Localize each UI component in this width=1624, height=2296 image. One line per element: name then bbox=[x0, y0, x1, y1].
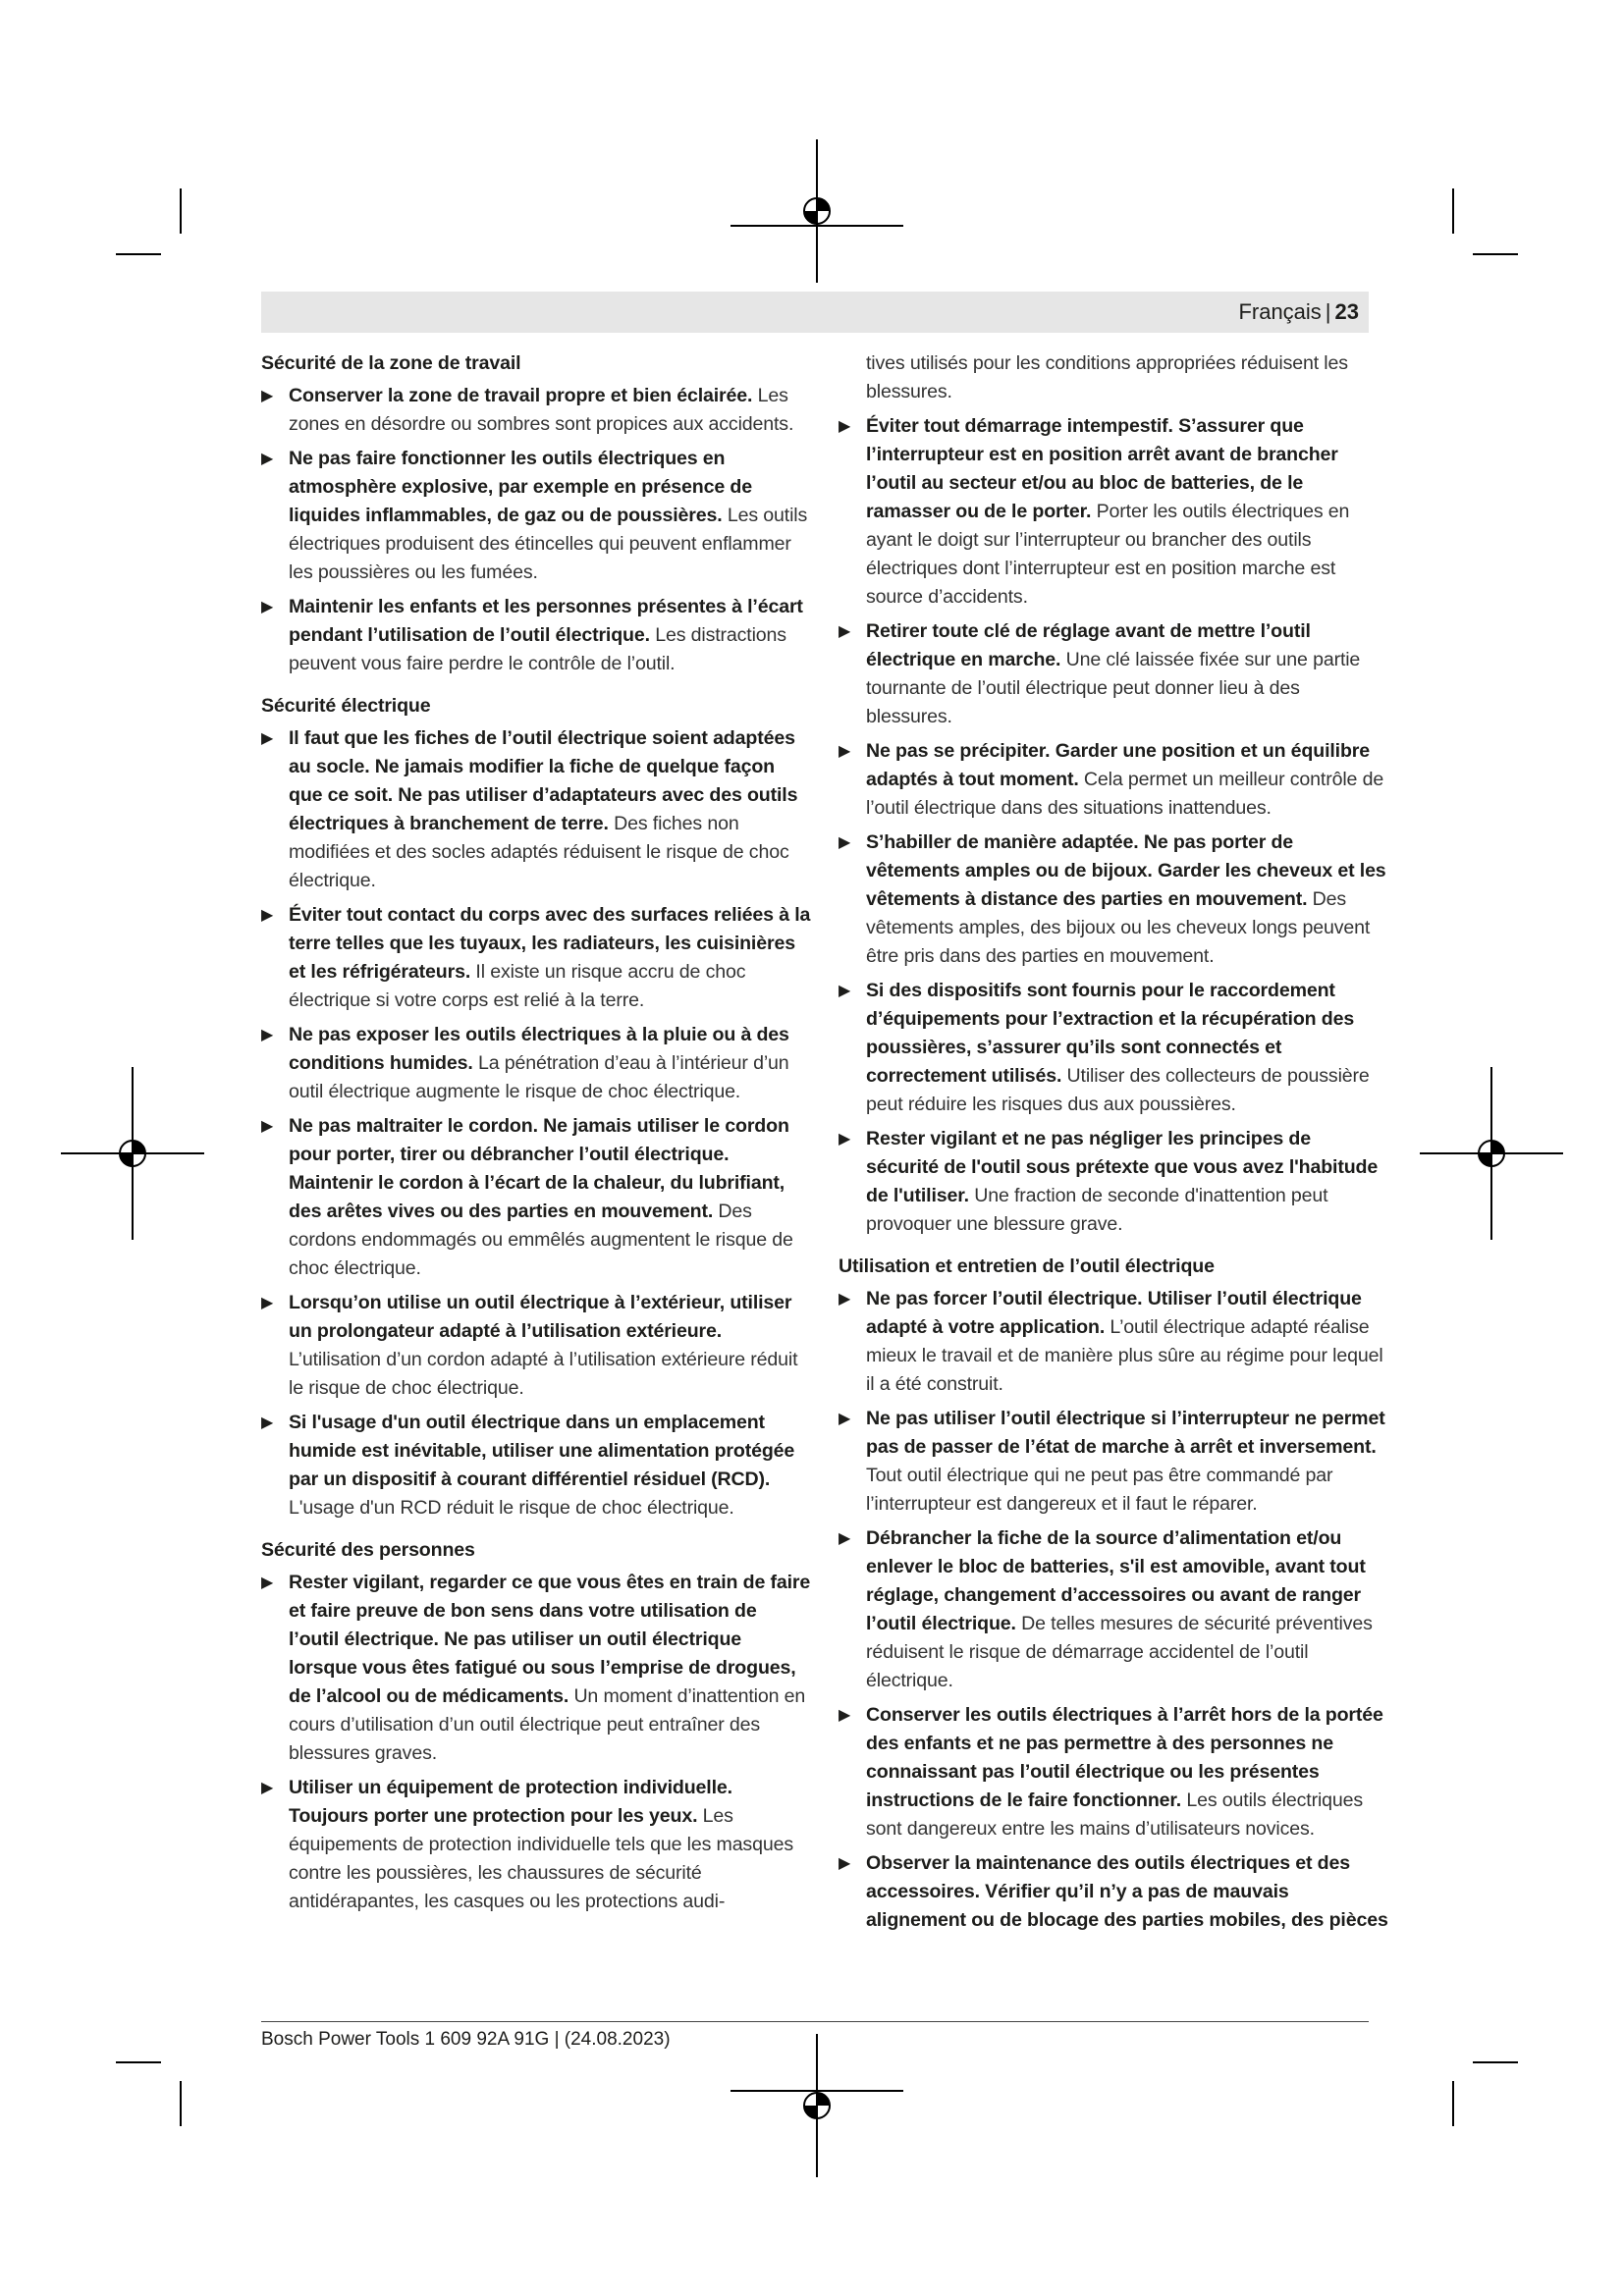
crop-mark-top-right-horizontal bbox=[1473, 253, 1518, 255]
list-item bbox=[839, 1405, 1388, 1519]
item-text: De telles mesures de sécurité préventives réduisent le risque de démarrage accidentel de l’outil électrique. bbox=[866, 1613, 1373, 1691]
list-item bbox=[839, 1524, 1388, 1695]
item-bold-text: Conserver la zone de travail propre et bien éclairée. bbox=[289, 385, 753, 406]
bullet-icon: ▶ bbox=[261, 1780, 274, 1796]
list-item bbox=[261, 1569, 811, 1768]
item-text: Cela permet un meilleur contrôle de l’outil électrique dans des situations inattendues. bbox=[866, 769, 1384, 819]
list-item bbox=[261, 1774, 811, 1916]
list-item bbox=[261, 445, 811, 587]
bullet-icon: ▶ bbox=[839, 743, 851, 760]
item-bold-text: Il faut que les fiches de l’outil électrique soient adaptées au socle. Ne jamais modifier la fiche de quelque façon que ce soit. Ne pas utiliser d’adaptateurs avec des outils électriques à branchement de terre. bbox=[289, 727, 798, 834]
bullet-icon: ▶ bbox=[261, 1295, 274, 1311]
list-personal bbox=[261, 1569, 811, 1916]
item-text: L’outil électrique adapté réalise mieux le travail et de manière plus sûre au régime pour lequel il a été construit. bbox=[866, 1316, 1383, 1395]
item-text: L'usage d'un RCD réduit le risque de choc électrique. bbox=[289, 1497, 734, 1519]
crop-mark-bottom-left-horizontal bbox=[116, 2061, 161, 2063]
page-number: 23 bbox=[1334, 299, 1359, 324]
bullet-icon: ▶ bbox=[839, 1411, 851, 1427]
bullet-icon: ▶ bbox=[261, 1575, 274, 1591]
item-text: Une clé laissée fixée sur une partie tournante de l’outil électrique peut donner lieu à des blessures. bbox=[866, 649, 1361, 727]
header-separator: | bbox=[1325, 299, 1331, 324]
left-column bbox=[261, 349, 811, 1922]
item-text: Une fraction de seconde d'inattention peut provoquer une blessure grave. bbox=[866, 1185, 1328, 1235]
item-bold-text: Si l'usage d'un outil électrique dans un emplacement humide est inévitable, utiliser une alimentation protégée par un dispositif à courant différentiel résiduel (RCD). bbox=[289, 1412, 795, 1490]
list-item bbox=[839, 1125, 1388, 1239]
list-personal-continued bbox=[839, 412, 1388, 1239]
item-bold-text: Éviter tout contact du corps avec des surfaces reliées à la terre telles que les tuyaux, les radiateurs, les cuisinières et les réfrigérateurs. bbox=[289, 904, 811, 983]
crop-mark-top-right-vertical bbox=[1452, 188, 1454, 234]
item-bold-text: Ne pas exposer les outils électriques à la pluie ou à des conditions humides. bbox=[289, 1024, 789, 1074]
item-text: Des fiches non modifiées et des socles adaptés réduisent le risque de choc électrique. bbox=[289, 813, 789, 891]
header-language: Français bbox=[1238, 299, 1322, 324]
list-item bbox=[839, 1701, 1388, 1843]
page-header bbox=[261, 292, 1369, 333]
registration-mark-bottom bbox=[729, 2032, 905, 2179]
bullet-icon: ▶ bbox=[839, 983, 851, 999]
item-text: La pénétration d’eau à l’intérieur d’un outil électrique augmente le risque de choc électrique. bbox=[289, 1052, 789, 1102]
list-item bbox=[261, 901, 811, 1015]
header-text bbox=[1238, 292, 1369, 333]
list-work-area bbox=[261, 382, 811, 678]
registration-mark-left bbox=[59, 1065, 206, 1242]
item-bold-text: Rester vigilant, regarder ce que vous êtes en train de faire et faire preuve de bon sens dans votre utilisation de l’outil électrique. Ne pas utiliser un outil électrique lorsque vous êtes fatigué ou sous l’emprise de drogues, de l’alcool ou de médicaments. bbox=[289, 1572, 811, 1707]
item-bold-text: S’habiller de manière adaptée. Ne pas porter de vêtements amples ou de bijoux. Garder les cheveux et les vêtements à distance des parties en mouvement. bbox=[866, 831, 1386, 910]
item-text: Porter les outils électriques en ayant le doigt sur l’interrupteur ou brancher des outils électriques dont l’interrupteur est en position marche est source d’accidents. bbox=[866, 501, 1350, 608]
list-item bbox=[261, 724, 811, 895]
list-item bbox=[261, 1112, 811, 1283]
item-text: Les outils électriques produisent des étincelles qui peuvent enflammer les poussières ou les fumées. bbox=[289, 505, 808, 583]
item-bold-text: Rester vigilant et ne pas négliger les principes de sécurité de l'outil sous prétexte que vous avez l'habitude de l'utiliser. bbox=[866, 1128, 1379, 1206]
item-text: Un moment d’inattention en cours d’utilisation d’un outil électrique peut entraîner des blessures graves. bbox=[289, 1685, 806, 1764]
continued-text: tives utilisés pour les conditions appropriées réduisent les blessures. bbox=[866, 352, 1348, 402]
bullet-icon: ▶ bbox=[261, 388, 274, 404]
item-text: Les distractions peuvent vous faire perdre le contrôle de l’outil. bbox=[289, 624, 786, 674]
item-text: L’utilisation d’un cordon adapté à l’utilisation extérieure réduit le risque de choc électrique. bbox=[289, 1349, 798, 1399]
item-bold-text: Observer la maintenance des outils électriques et des accessoires. Vérifier qu’il n’y a pas de mauvais alignement ou de blocage des parties mobiles, des pièces bbox=[866, 1852, 1388, 1931]
crop-mark-bottom-right-vertical bbox=[1452, 2081, 1454, 2126]
list-item bbox=[839, 412, 1388, 612]
item-text: Les équipements de protection individuelle tels que les masques contre les poussières, les chaussures de sécurité antidérapantes, les casques ou les protections audi- bbox=[289, 1805, 793, 1912]
bullet-icon: ▶ bbox=[839, 1855, 851, 1872]
list-item bbox=[839, 828, 1388, 971]
crop-mark-bottom-right-horizontal bbox=[1473, 2061, 1518, 2063]
item-bold-text: Ne pas maltraiter le cordon. Ne jamais utiliser le cordon pour porter, tirer ou débrancher l’outil électrique. Maintenir le cordon à l’écart de la chaleur, du lubrifiant, des arêtes vives ou des parties en mouvement. bbox=[289, 1115, 789, 1222]
bullet-icon: ▶ bbox=[261, 907, 274, 924]
registration-mark-top bbox=[729, 137, 905, 285]
section-heading-work-area: Sécurité de la zone de travail bbox=[261, 352, 521, 374]
item-bold-text: Ne pas utiliser l’outil électrique si l’interrupteur ne permet pas de passer de l’état de marche à arrêt et inversement. bbox=[866, 1408, 1385, 1458]
crop-mark-bottom-left-vertical bbox=[180, 2081, 182, 2126]
list-item bbox=[839, 1285, 1388, 1399]
item-text: Les zones en désordre ou sombres sont propices aux accidents. bbox=[289, 385, 794, 435]
list-item bbox=[261, 1289, 811, 1403]
item-text: Il existe un risque accru de choc électrique si votre corps est relié à la terre. bbox=[289, 961, 746, 1011]
item-bold-text: Si des dispositifs sont fournis pour le raccordement d’équipements pour l’extraction et la récupération des poussières, s’assurer qu’ils sont connectés et correctement utilisés. bbox=[866, 980, 1355, 1087]
item-bold-text: Conserver les outils électriques à l’arrêt hors de la portée des enfants et ne pas permettre à des personnes ne connaissant pas l’outil électrique ou les présentes instructions de le faire fonctionner. bbox=[866, 1704, 1383, 1811]
list-tool-use bbox=[839, 1285, 1388, 1935]
item-text: Des vêtements amples, des bijoux ou les cheveux longs peuvent être pris dans des parties en mouvement. bbox=[866, 888, 1371, 967]
item-bold-text: Ne pas faire fonctionner les outils électriques en atmosphère explosive, par exemple en présence de liquides inflammables, de gaz ou de poussières. bbox=[289, 448, 752, 526]
bullet-icon: ▶ bbox=[839, 1530, 851, 1547]
item-text: Tout outil électrique qui ne peut pas être commandé par l’interrupteur est dangereux et il faut le réparer. bbox=[866, 1465, 1333, 1515]
page-footer: Bosch Power Tools 1 609 92A 91G | (24.08.2023) bbox=[261, 2029, 671, 2050]
item-bold-text: Retirer toute clé de réglage avant de mettre l’outil électrique en marche. bbox=[866, 620, 1311, 670]
crop-mark-top-left-vertical bbox=[180, 188, 182, 234]
right-column bbox=[839, 349, 1388, 1941]
list-item bbox=[261, 382, 811, 439]
bullet-icon: ▶ bbox=[839, 1707, 851, 1724]
bullet-icon: ▶ bbox=[839, 1291, 851, 1308]
bullet-icon: ▶ bbox=[261, 1118, 274, 1135]
item-text: Des cordons endommagés ou emmêlés augmentent le risque de choc électrique. bbox=[289, 1201, 793, 1279]
item-bold-text: Débrancher la fiche de la source d’alimentation et/ou enlever le bloc de batteries, s'il est amovible, avant tout réglage, changement d’accessoires ou avant de ranger l’outil électrique. bbox=[866, 1527, 1366, 1634]
list-electrical bbox=[261, 724, 811, 1522]
bullet-icon: ▶ bbox=[261, 1415, 274, 1431]
list-item bbox=[261, 1021, 811, 1106]
bullet-icon: ▶ bbox=[261, 1027, 274, 1043]
bullet-icon: ▶ bbox=[261, 599, 274, 615]
bullet-icon: ▶ bbox=[261, 451, 274, 467]
bullet-icon: ▶ bbox=[261, 730, 274, 747]
item-text: Les outils électriques sont dangereux entre les mains d’utilisateurs novices. bbox=[866, 1789, 1364, 1840]
bullet-icon: ▶ bbox=[839, 834, 851, 851]
item-bold-text: Ne pas forcer l’outil électrique. Utiliser l’outil électrique adapté à votre application. bbox=[866, 1288, 1362, 1338]
list-item bbox=[839, 977, 1388, 1119]
item-text: Utiliser des collecteurs de poussière peut réduire les risques dus aux poussières. bbox=[866, 1065, 1370, 1115]
list-item bbox=[839, 737, 1388, 823]
list-item bbox=[261, 593, 811, 678]
list-item bbox=[839, 1849, 1388, 1935]
section-heading-electrical: Sécurité électrique bbox=[261, 695, 431, 717]
list-item bbox=[261, 1409, 811, 1522]
list-item bbox=[839, 617, 1388, 731]
item-bold-text: Maintenir les enfants et les personnes présentes à l’écart pendant l’utilisation de l’outil électrique. bbox=[289, 596, 803, 646]
bullet-icon: ▶ bbox=[839, 418, 851, 435]
footer-rule bbox=[261, 2021, 1369, 2022]
item-bold-text: Ne pas se précipiter. Garder une position et un équilibre adaptés à tout moment. bbox=[866, 740, 1370, 790]
item-bold-text: Éviter tout démarrage intempestif. S’assurer que l’interrupteur est en position arrêt avant de brancher l’outil au secteur et/ou au bloc de batteries, de le ramasser ou de le porter. bbox=[866, 415, 1338, 522]
bullet-icon: ▶ bbox=[839, 1131, 851, 1148]
bullet-icon: ▶ bbox=[839, 623, 851, 640]
section-heading-tool-use: Utilisation et entretien de l’outil électrique bbox=[839, 1255, 1215, 1277]
item-bold-text: Lorsqu’on utilise un outil électrique à l’extérieur, utiliser un prolongateur adapté à l’utilisation extérieure. bbox=[289, 1292, 792, 1342]
registration-mark-right bbox=[1418, 1065, 1565, 1242]
item-bold-text: Utiliser un équipement de protection individuelle. Toujours porter une protection pour les yeux. bbox=[289, 1777, 732, 1827]
crop-mark-top-left-horizontal bbox=[116, 253, 161, 255]
section-heading-personal: Sécurité des personnes bbox=[261, 1539, 475, 1561]
